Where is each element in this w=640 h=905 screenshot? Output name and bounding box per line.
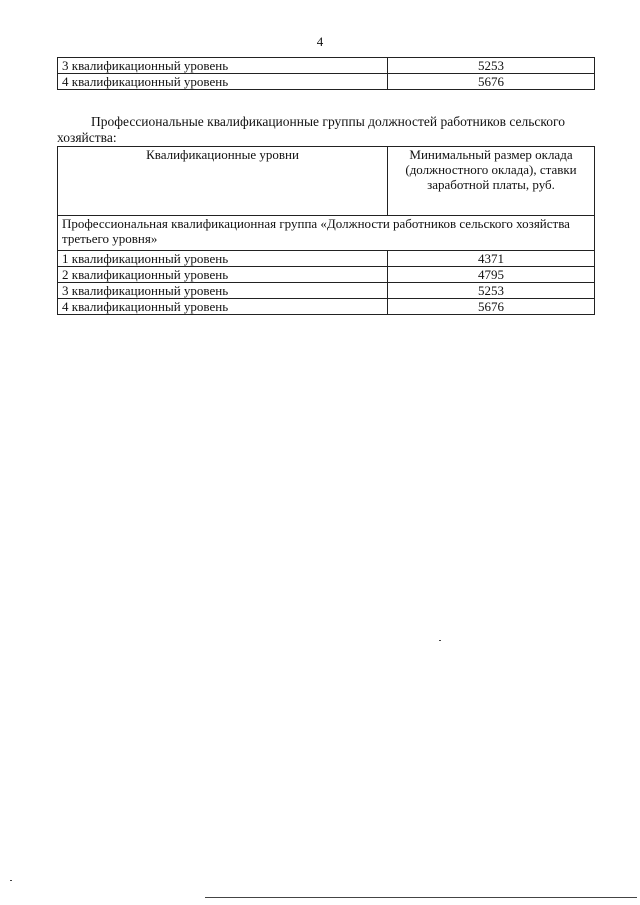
scan-artifact-dot	[439, 640, 441, 641]
table-row	[58, 299, 595, 315]
qualification-level-cell: 3 квалификационный уровень	[58, 283, 388, 299]
qualification-level-cell: 4 квалификационный уровень	[58, 74, 388, 90]
column-header-levels: Квалификационные уровни	[58, 147, 388, 216]
salary-value-cell: 4371	[388, 251, 595, 267]
qualification-level-cell: 1 квалификационный уровень	[58, 251, 388, 267]
salary-value-cell: 4795	[388, 267, 595, 283]
table-row	[58, 251, 595, 267]
scan-artifact-line	[205, 897, 637, 898]
salary-value-cell: 5253	[388, 283, 595, 299]
table-row	[58, 74, 595, 90]
scan-artifact-dot	[10, 880, 12, 881]
group-title-row	[58, 216, 595, 251]
section-heading: Профессиональные квалификационные группы должностей работников сельского хозяйства:	[57, 114, 565, 145]
qualification-level-cell: 3 квалификационный уровень	[58, 58, 388, 74]
table-row	[58, 58, 595, 74]
column-header-salary: Минимальный размер оклада (должностного оклада), ставки заработной платы, руб.	[388, 147, 595, 216]
table-header-row	[58, 147, 595, 216]
qualification-level-cell: 4 квалификационный уровень	[58, 299, 388, 315]
salary-value-cell: 5676	[388, 299, 595, 315]
page-number: 4	[316, 34, 324, 49]
table-row	[58, 267, 595, 283]
group-title-cell: Профессиональная квалификационная группа «Должности работников сельского хозяйства третьего уровня»	[58, 216, 595, 251]
table-row	[58, 283, 595, 299]
qualification-level-cell: 2 квалификационный уровень	[58, 267, 388, 283]
agricultural-salary-table	[57, 146, 595, 315]
salary-value-cell: 5676	[388, 74, 595, 90]
salary-value-cell: 5253	[388, 58, 595, 74]
salary-table-continued	[57, 57, 595, 90]
